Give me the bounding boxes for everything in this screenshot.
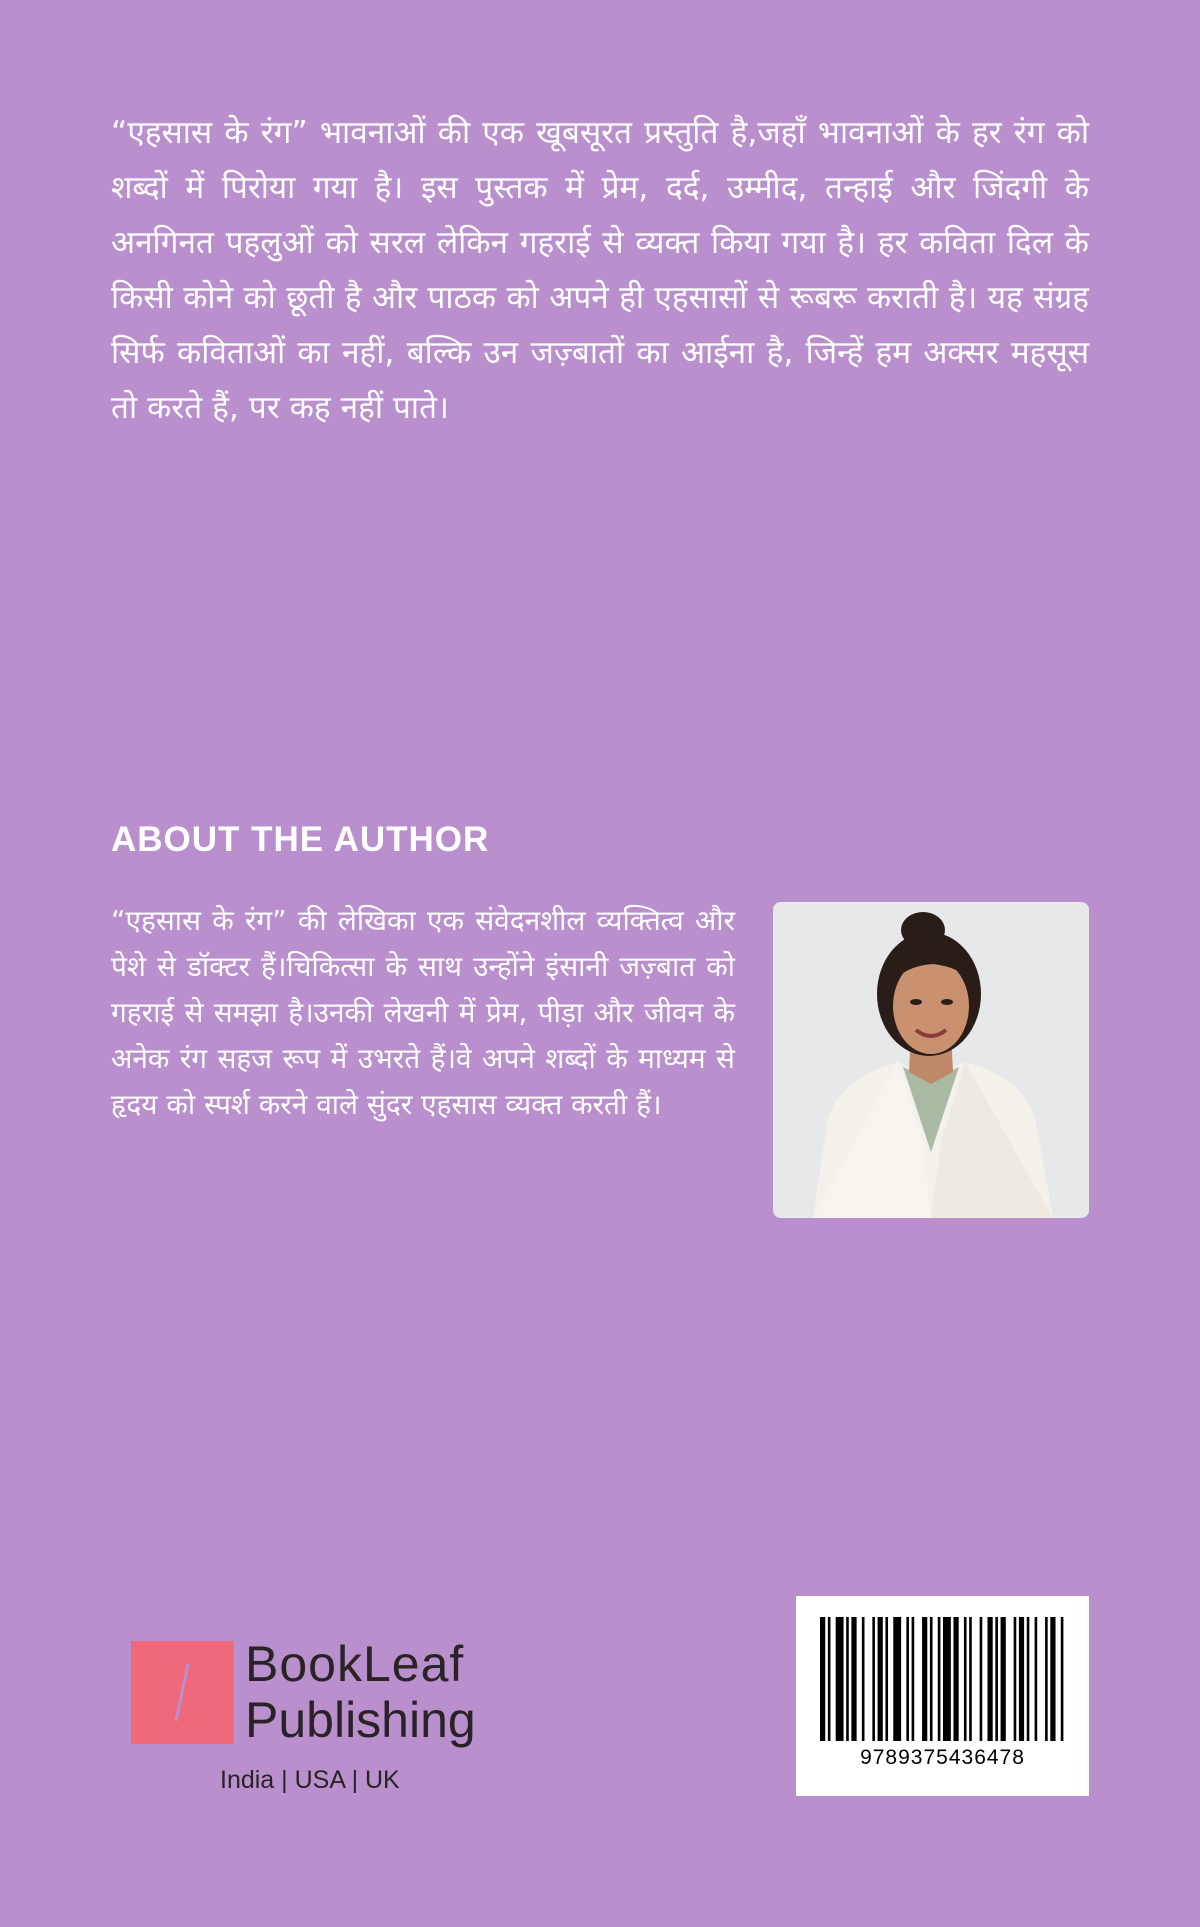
- barcode-bar: [836, 1617, 844, 1741]
- barcode-bar: [922, 1617, 927, 1741]
- barcode-bar: [943, 1617, 951, 1741]
- isbn-number: 9789375436478: [860, 1746, 1025, 1769]
- barcode-bar: [885, 1617, 888, 1741]
- barcode-bar: [828, 1617, 831, 1741]
- barcode-bar: [938, 1617, 941, 1741]
- barcode-bar: [862, 1617, 865, 1741]
- barcode-bar: [1014, 1617, 1017, 1741]
- isbn-barcode: [796, 1596, 1089, 1796]
- barcode-bar: [1061, 1617, 1064, 1741]
- barcode-bar: [980, 1617, 983, 1741]
- publisher-countries: India | USA | UK: [220, 1766, 400, 1794]
- barcode-bar: [995, 1617, 998, 1741]
- barcode-bar: [912, 1617, 915, 1741]
- publisher-name-line2: Publishing: [245, 1692, 476, 1748]
- barcode-bar: [1035, 1617, 1038, 1741]
- barcode-bar: [1027, 1617, 1030, 1741]
- barcode-bar: [878, 1617, 883, 1741]
- barcode-bar: [930, 1617, 933, 1741]
- barcode-bar: [893, 1617, 901, 1741]
- publisher-name-line1: BookLeaf: [245, 1636, 465, 1692]
- barcode-bar: [846, 1617, 849, 1741]
- barcode-bar: [1019, 1617, 1024, 1741]
- barcode-bar: [987, 1617, 992, 1741]
- about-author-heading: ABOUT THE AUTHOR: [111, 820, 490, 859]
- barcode-bar: [906, 1617, 909, 1741]
- barcode-bar: [872, 1617, 875, 1741]
- barcode-icon: [820, 1617, 1066, 1741]
- barcode-bar: [1050, 1617, 1055, 1741]
- barcode-bar: [1045, 1617, 1048, 1741]
- barcode-bar: [1001, 1617, 1006, 1741]
- barcode-bar: [820, 1617, 825, 1741]
- back-cover-blurb: “एहसास के रंग” भावनाओं की एक खूबसूरत प्रस्तुति है,जहाँ भावनाओं के हर रंग को शब्दों में पिरोया गया है। इस पुस्तक में प्रेम, दर्द, उम्मीद, तन्हाई और जिंदगी के अनगिनत पहलुओं को सरल लेकिन गहराई से व्यक्त किया गया है। हर कविता दिल के किसी कोने को छूती है और पाठक को अपने ही एहसासों से रूबरू कराती है। यह संग्रह सिर्फ कविताओं का नहीं, बल्कि उन जज़्बातों का आईना है, जिन्हें हम अक्सर महसूस तो करते हैं, पर कह नहीं पाते।: [111, 115, 1089, 426]
- barcode-bar: [953, 1617, 958, 1741]
- bookleaf-logo-icon: [131, 1641, 234, 1744]
- barcode-bar: [969, 1617, 972, 1741]
- author-bio: “एहसास के रंग” की लेखिका एक संवेदनशील व्यक्तित्व और पेशे से डॉक्टर हैं।चिकित्सा के साथ उन्होंने इंसानी जज़्बात को गहराई से समझा है।उनकी लेखनी में प्रेम, पीड़ा और जीवन के अनेक रंग सहज रूप में उभरते हैं।वे अपने शब्दों के माध्यम से हृदय को स्पर्श करने वाले सुंदर एहसास व्यक्त करती हैं।: [111, 904, 735, 1121]
- barcode-bar: [964, 1617, 967, 1741]
- barcode-bar: [851, 1617, 856, 1741]
- author-photo: [773, 902, 1089, 1218]
